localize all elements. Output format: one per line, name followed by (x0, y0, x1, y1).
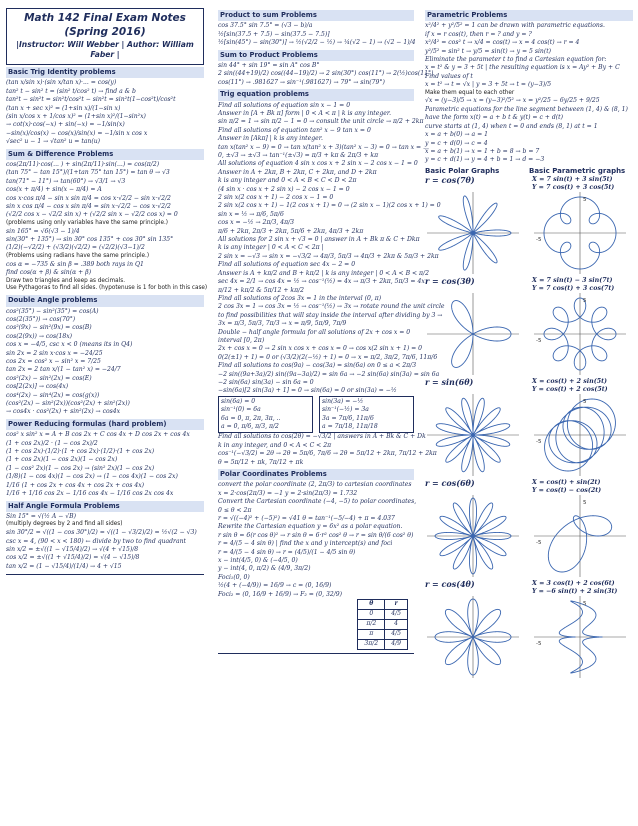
table-cell: π (358, 630, 385, 640)
formula-line: sin x cos π/4 − cos x sin π/4 = sin x·√2/2 − cos x·√2/2 (6, 202, 171, 210)
polar-graph-label: r = cos(4θ) (425, 579, 475, 590)
axis-tick-label: -5 (536, 237, 542, 244)
parametric-graph (534, 192, 626, 274)
formula-line: 2 sin x(2 cos x + 1) − 1(2 cos x + 1) = 0 → (2 sin x − 1)(2 cos x + 1) = 0 (218, 202, 441, 210)
solution-box-left (218, 396, 313, 434)
formula-line: sin(3a) = −½ (322, 397, 364, 405)
formula-line: cos x/2 = ±√((1 + √15/4)/2) = √(4 − √15)/8 (6, 554, 140, 562)
formula-line: Foci₂ = (0, 16/9 + 16/9) → F₂ = (0, 32/9) (218, 590, 343, 598)
parametric-graph (534, 394, 626, 476)
axis-tick-label: 5 (583, 399, 587, 406)
formula-line: (1 + cos 2x)(1 − cos 2x)(1 − cos 2x) (6, 456, 118, 464)
formula-line: r sin θ = 6(r cos θ)² → r sin θ = 6·r² cos² θ → r = sin θ/(6 cos² θ) (218, 531, 414, 539)
formula-line: ½[sin(37.5 + 7.5) − sin(37.5 − 7.5)] (218, 30, 330, 38)
formula-line: a = 0, π/6, π/3, π/2 (221, 423, 279, 430)
formula-line: 0, ±√3 → ±√3 → tan⁻¹(±√3) = π/3 + kπ & 2π/3 + kπ (218, 152, 379, 159)
formula-line: sin(30° + 135°) → sin 30° cos 135° + cos 30° sin 135° (6, 236, 174, 244)
formula-line: 3a = 7π/6, 11π/6 (322, 414, 374, 422)
parametric-graph (534, 293, 626, 375)
table-header: r (385, 600, 408, 610)
parametric-equation: X = 7 sin(t) + 3 sin(5t) (532, 176, 613, 184)
formula-line: sin 44° + sin 19° = sin A° cos B° (218, 61, 320, 69)
formula-line: cos⁻¹(−√3/2) = 2θ → 2θ = 5π/6, 7π/6 → 2θ = 5π/12 + 2kπ, 7π/12 + 2kπ (218, 450, 437, 458)
formula-line: 2 sin x(2 cos x + 1) − 2 cos x − 1 = 0 (218, 194, 334, 202)
polar-graph-cell (425, 378, 526, 479)
polar-graph-cell (425, 176, 526, 277)
parametric-equation: Y = cos(t) − cos(2t) (532, 486, 602, 494)
formula-line: sin 30°/2 = √((1 − cos 30°)/2) = √((1 − √3/2)/2) = ½√(2 − √3) (6, 529, 197, 537)
solution-box-right (319, 396, 414, 434)
formula-line: (sin x/cos x + 1/cos x)² = (1+sin x)²/(1−sin²x) (6, 112, 146, 120)
table-row (358, 640, 408, 650)
parametric-equation: X = 3 cos(t) + 2 cos(6t) (532, 580, 615, 588)
formula-line: → cot(x)·cos(−x) + sin(−x) = −1/sin(x) (6, 121, 125, 129)
formula-line: y = c + d(1) → y = 4 + b = 1 → d = −3 (425, 156, 545, 164)
formula-line: to find possibilities that will stay inside the interval after dividing by 3 → (218, 311, 443, 319)
formula-line: (tan x + sec x)² = (1+sin x)/(1−sin x) (6, 104, 121, 112)
formula-line: Eliminate the parameter t to find a Cartesian equation for: (425, 56, 607, 63)
formula-line: r = 4/(5 − 4 sin θ) | find the x and y intercept(s) and foci (218, 540, 393, 548)
section-lines (218, 61, 434, 87)
formula-line: 0(2(±1) + 1) = 0 or (√3/2)(2(−½) + 1) = 0 → x = π/2, 3π/2, 7π/6, 11π/6 (218, 353, 438, 361)
parametric-graph-cell (532, 479, 633, 580)
formula-line: Answer is A + kπ/2 and B + kπ/2 | k is any integer | 0 < A < B < π/2 (218, 269, 429, 277)
section-lines (425, 97, 633, 105)
formula-line: tan x/2 = (1 − √15/4)/(1/4) → 4 + √15 (6, 562, 122, 570)
formula-line: x = t² & y = 3 + 5t | the resulting equation is x = Ay² + By + C (425, 64, 620, 72)
column-2 (218, 8, 445, 820)
formula-line: −sin(x)/cos(x) − cos(x)/sin(x) = −1/sin x cos x (6, 129, 148, 137)
formula-line: 3x = π/3, 5π/3, 7π/3 → x = π/9, 5π/9, 7π/9 (218, 320, 347, 328)
polar-graph-label: r = sin(6θ) (425, 377, 474, 388)
section-heading: Half Angle Formula Problems (6, 501, 204, 512)
formula-line: x²/4² = cos² t → x/4 = cos(t) → x = 4 cos(t) → r = 4 (425, 39, 580, 47)
formula-line: Parametric equations for the line segment between (1, 4) & (8, 1) (425, 105, 628, 113)
formula-line: √x = (y−3)/5 → x = (y−3)²/5² → x = y²/25 − 6y/25 + 9/25 (425, 97, 600, 105)
formula-line: cos² x sin² x = A + B cos 2x + C cos 4x + D cos 2x + cos 4x (6, 431, 190, 439)
formula-line: cos x = −4/5, csc x < 0 (means its in Q4) (6, 341, 133, 349)
formula-line: csc x = 4, (90 < x < 180) ← divide by two to find quadrant (6, 537, 186, 545)
formula-line: Find all solutions to cos(9a) − cos(3a) = sin(6a) on 0 ≤ a < 2π/3 (218, 362, 417, 370)
parametric-equation: X = cos(t) + 2 sin(5t) (532, 378, 607, 386)
formula-line: −sin(6a)[2 sin(3a) + 1] = 0 → sin(6a) = 0 or sin(3a) = −½ (218, 387, 397, 395)
formula-line: tan(71° − 11°) → tan(60°) → √3/1 → √3 (6, 177, 126, 185)
parametric-equation: Y = cos(t) + 2 cos(5t) (532, 385, 608, 393)
formula-line: r = √((−4)² + (−5)²) = √41 θ = tan⁻¹(−5/−4) + π = 4.037 (218, 515, 395, 523)
section-lines (218, 22, 414, 47)
formula-line: Answer in [A + Bk π] form | 0 < A < π | k is any integer. (218, 109, 392, 117)
section-lines (218, 328, 440, 396)
axis-tick-label: -5 (536, 338, 542, 345)
formula-line: 1/16 + 1/16 cos 2x − 1/16 cos 4x − 1/16 cos 2x cos 4x (6, 490, 174, 498)
formula-line: → cos4x · cos²(2x) + sin²(2x) → cos4x (6, 408, 121, 416)
formula-line: sin x/2 = ±√((1 − √15/4)/2) → √(4 + √15)/8 (6, 545, 139, 553)
axis-tick-label: 5 (583, 197, 587, 204)
formula-line: Find all solutions to cos(2θ) = −√3/2 | answers in A + Bk & C + Dk (218, 433, 426, 441)
formula-line: x = 2·cos(2π/3) = −1 y = 2·sin(2π/3) = 1.732 (218, 489, 358, 497)
divider (218, 653, 414, 654)
formula-line: (√2/2 cos x − √2/2 sin x) + (√2/2 sin x − √2/2 cos x) = 0 (6, 211, 178, 219)
polar-graph-label: r = cos(6θ) (425, 478, 475, 489)
formula-line: sec 4x = 2/1 → cos 4x = ½ → cos⁻¹(½) = 4x → π/3 + 2kπ, 5π/3 = 4x (218, 278, 425, 286)
formula-line: cos(2π/11)·cos(... ) + sin(2π/11)·sin(...) = cos(π/2) (6, 160, 160, 168)
formula-line: (1/8)(1 − cos 4x)(1 − cos 2x) → (1 − cos 4x)(1 − cos 2x) (6, 473, 178, 481)
parametric-equation: X = 7 sin(t) − 3 sin(7t) (532, 277, 613, 285)
parametric-equation: Y = 7 cos(t) + 3 cos(7t) (532, 284, 615, 292)
formula-line: √sec² u − 1 → √tan² u = tan(u) (6, 138, 101, 146)
section-lines (425, 106, 633, 165)
table-cell: 4/5 (385, 610, 408, 620)
formula-line: 2 sin((44+19)/2) cos((44−19)/2) → 2 sin(30°) cos(11°) → 2(½)cos(11°) (218, 70, 434, 78)
formula-line: (1 + cos 2x)·(1/2)·(1 + cos 2x)·(1/2)·(1 + cos 2x) (6, 448, 155, 456)
formula-line: (tan x/sin x)·(sin x/tan x)·... = cos(y) (6, 79, 117, 87)
polar-graph (427, 394, 519, 476)
formula-line: k in any integer, and 0 < A < C < 2π (218, 441, 332, 449)
section-lines (218, 160, 441, 261)
formula-line: cos x·cos π/4 − sin x sin π/4 = cos x·√2/2 − sin x·√2/2 (6, 194, 171, 202)
axis-tick-label: -5 (536, 641, 542, 648)
column-1 (6, 8, 208, 820)
formula-line: cos(2(35°)) → cos(70°) (6, 316, 76, 323)
formula-line: All solutions of equation 4 sin x cos x + 2 sin x − 2 cos x − 1 = 0 (218, 160, 418, 168)
formula-line: cos²(9x) − sin²(9x) = cos(B) (6, 324, 92, 332)
section-lines (218, 101, 429, 161)
note: (multiply degrees by 2 and find all sides) (6, 521, 123, 528)
formula-line: y − int(4, 0, π/2) & (4/9, 3π/2) (218, 565, 311, 573)
formula-line: sin 2x = 2 sin x·cos x = −24/25 (6, 349, 103, 357)
section-heading: Sum & Difference Problems (6, 149, 204, 160)
table-cell: 0 (358, 610, 385, 620)
formula-line: (1/2)(−√2/2) + (√3/2)(√2/2) = (√2/2)(√3−1)/2 (6, 244, 145, 252)
section-lines (6, 513, 204, 521)
note: Make them equal to each other (425, 89, 515, 96)
table-header: θ (358, 600, 385, 610)
formula-line: Answer in A + 2kπ, B + 2kπ, C + 2kπ, and D + 2kπ (218, 168, 377, 176)
formula-line: x = a + b(0) → a = 1 (425, 131, 489, 139)
formula-line: (1 + cos 2x)/2 · (1 − cos 2x)/2 (6, 439, 98, 447)
table-cell: 4/9 (385, 640, 408, 650)
section-heading: Sum to Product Problems (218, 50, 414, 61)
polar-graph-label: r = cos(7θ) (425, 175, 475, 186)
formula-line: cos α = −735 & sin β = .389 both rays in Q1 (6, 260, 144, 268)
table-cell: π/2 (358, 620, 385, 630)
parametric-graph-cell (532, 378, 633, 479)
formula-line: cos x = −½ → 2π/3, 4π/3 (218, 219, 295, 227)
formula-line: sin⁻¹(−½) = 3a (322, 406, 369, 414)
formula-line: −2 sin((9a+3a)/2) sin((9a−3a)/2) = sin 6a → −2 sin(6a) sin(3a) = sin 6a (218, 370, 440, 378)
note: (Problems using radians have the same principle.) (6, 252, 150, 259)
page-subtitle: |Instructor: Will Webber | Author: William Faber | (16, 39, 194, 60)
parametric-graphs-heading: Basic Parametric graphs (529, 166, 626, 175)
polar-graph-cell (425, 479, 526, 580)
formula-line: have the form x(t) = a + b t & y(t) = c + d(t) (425, 114, 563, 122)
formula-line: cos(11°) → .981627 → sin⁻¹(.981627) → 79° → sin(79°) (218, 78, 385, 86)
formula-line: Find all solutions of equation sec 4x − 2 = 0 (218, 261, 356, 269)
table-cell: 3π/2 (358, 640, 385, 650)
polar-graph (427, 596, 519, 678)
axis-tick-label: -5 (536, 439, 542, 446)
section-lines (218, 261, 445, 328)
polar-graph-cell (425, 277, 526, 378)
formula-line: Sin 15° = √(½ A − √B) (6, 512, 76, 520)
polar-values-table (357, 599, 408, 650)
formula-line: 6a = 0, π, 2π, 3π, .. (221, 414, 281, 422)
formula-line: cos⁴(2x) − sin⁴(2x) = cos(g(x)) (6, 391, 100, 399)
section-lines (6, 79, 204, 146)
section-heading: Power Reducing formulas (hard problem) (6, 419, 204, 430)
formula-line: 2 sin x = −√3 → sin x = −√3/2 → 4π/3, 5π/3 → 4π/3 + 2kπ & 5π/3 + 2kπ (218, 252, 439, 260)
parametric-equation: Y = 7 cos(t) + 3 cos(5t) (532, 183, 615, 191)
formula-line: sin(6a) = 0 (221, 397, 256, 405)
section-lines (6, 161, 204, 220)
parametric-graph-cell (532, 277, 633, 378)
note: Draw two triangles and keep as decimals. (6, 277, 125, 284)
formula-line: sin x = ½ → π/6, 5π/6 (218, 210, 284, 218)
formula-line: Find all solutions of equation sin x − 1 = 0 (218, 101, 351, 109)
column-3 (425, 8, 633, 820)
formula-line: Rewrite the Cartesian equation y = 6x² as a polar equation. (218, 523, 403, 531)
section-heading: Parametric Problems (425, 10, 633, 21)
formula-line: Foci₁(0, 0) (218, 573, 250, 581)
formula-line: if x = r cos(t), then r = ? and y = ? (425, 30, 532, 38)
page-title: Math 142 Final Exam Notes (Spring 2016) (24, 12, 186, 39)
section-lines (6, 308, 204, 417)
section-lines (6, 228, 204, 253)
formula-line: a = 7π/18, 11π/18 (322, 423, 378, 430)
graphs-grid (425, 176, 633, 681)
axis-tick-label: 5 (583, 601, 587, 608)
formula-line: x − int(4/5, 0) & (−4/5, 0) (218, 557, 298, 565)
formula-line: (1 − cos² 2x)(1 − cos 2x) → (sin² 2x)(1 − cos 2x) (6, 464, 155, 472)
polar-graph (427, 495, 519, 577)
section-heading: Polar Coordinates Problems (218, 469, 414, 480)
section-lines (6, 529, 204, 571)
note: Use Pythagoras to find all sides. (hypotenuse is 1 for both in this case) (6, 285, 208, 292)
formula-line: curve starts at (1, 4) when t = 0 and ends (8, 1) at t = 1 (425, 122, 598, 130)
formula-line: π/6 + 2kπ, 2π/3 + 2kπ, 5π/6 + 2kπ, 4π/3 + 2kπ (218, 227, 364, 235)
section-heading: Product to sum Problems (218, 10, 414, 21)
formula-line: 0 ≤ θ < 2π (218, 506, 252, 514)
formula-line: Convert the Cartesian coordinate (−4, −5) to polar coordinates, (218, 498, 417, 506)
table-row (358, 630, 408, 640)
solution-boxes (218, 396, 414, 434)
formula-line: (tan 75° − tan 15°)/(1+tan 75° tan 15°) = tan θ → √3 (6, 169, 170, 177)
formula-line: Find values of t (425, 72, 473, 80)
parametric-graph-cell (532, 176, 633, 277)
formula-line: find cos(α + β) & sin(α + β) (6, 269, 92, 277)
formula-line: −2 sin(6a) sin(3a) − sin 6a = 0 (218, 378, 314, 386)
formula-line: cos 2x = cos² x − sin² x = 7/25 (6, 358, 101, 366)
polar-graph (427, 293, 519, 375)
formula-line: 1/16 (1 + cos 2x + cos 4x + cos 2x + cos 4x) (6, 481, 145, 489)
formula-line: tan 2x = 2 tan x/(1 − tan² x) = −24/7 (6, 366, 121, 374)
formula-line: x = a + b(1) → x = 1 + b = 8 → b = 7 (425, 147, 540, 155)
formula-line: x²/4² + y²/5² = 1 can be drawn with parametric equations. (425, 22, 605, 30)
formula-line: 2x + cos x = 0 → 2 sin x cos x + cos x = 0 → cos x(2 sin x + 1) = 0 (218, 345, 423, 353)
formula-line: cos 37.5° sin 7.5° = (√3 − b)/a (218, 22, 313, 30)
parametric-equation: Y = −6 sin(t) + 2 sin(3t) (532, 587, 618, 595)
formula-line: sin π/2 = 1 → sin π/2 − 1 = 0 → consult the unit circle → π/2 + 2kπ (218, 118, 424, 126)
note: (problems using only variables have the same principle.) (6, 219, 169, 226)
section-heading: Basic Trig Identity problems (6, 67, 204, 78)
formula-line: Double − half angle formula for all solutions of 2x + cos x = 0 (218, 328, 411, 336)
formula-line: π/12 + kπ/2 & 5π/12 + kπ/2 (218, 286, 305, 294)
section-heading: Double Angle problems (6, 295, 204, 306)
formula-line: interval [0, 2π) (218, 336, 265, 344)
formula-line: cos(2(9x)) → cos(18x) (6, 332, 73, 340)
divider (6, 574, 204, 575)
parametric-graph-cell (532, 580, 633, 681)
formula-line: sin 165° = √6(√3 − 1)/4 (6, 227, 80, 235)
formula-line: Find all solutions of 2cos 3x = 1 in the interval (0, π) (218, 294, 382, 302)
table-cell: 4/5 (385, 630, 408, 640)
table-row (358, 610, 408, 620)
axis-tick-label: 5 (583, 298, 587, 305)
formula-line: All solutions for 2 sin x + √3 = 0 | answer in A + Bk π & C + Dkπ (218, 236, 420, 244)
formula-line: tan²t − sin²t = sin²t/cos²t − sin²t = sin²t(1−cos²t)/cos²t (6, 96, 176, 104)
formula-line: sin⁻¹(0) = 6a (221, 406, 261, 414)
formula-line: 2 cos 3x = 1 → cos 3x = ½ → cos⁻¹(½) → 3x → rotate round the unit circle (218, 303, 445, 311)
formula-line: convert the polar coordinate (2, 2π/3) to cartesian coordinates (218, 481, 412, 489)
formula-line: tan² t − sin² t = (sin² t/cos² t) → find a & b (6, 87, 136, 95)
formula-line: cos²(2x) − sin²(2x) = cos(E) (6, 374, 92, 382)
formula-line: r = 4/(5 − 4 sin θ) → r = (4/5)/(1 − 4/5 sin θ) (218, 548, 356, 556)
formula-line: ½[sin(45°) − sin(30°)] → ½(√2/2 − ½) → ¼(√2 − 1) → (√2 − 1)/4 (218, 39, 416, 47)
formula-line: cos[2(2x)] → cos(4x) (6, 383, 69, 391)
section-lines (425, 22, 633, 56)
formula-line: θ = 5π/12 + πk, 7π/12 + πk (218, 458, 304, 466)
table-row (358, 620, 408, 630)
table-cell: 4 (385, 620, 408, 630)
formula-line: tan x(tan² x − 9) = 0 → tan x(tan² x + 3)(tan² x − 3) = 0 → tan x = ... (218, 143, 429, 151)
parametric-equation: X = cos(t) + sin(2t) (532, 479, 601, 487)
formula-line: cos²(35°) − sin²(35°) = cos(A) (6, 307, 99, 315)
polar-graph (427, 192, 519, 274)
parametric-graph (534, 495, 626, 577)
formula-line: x = t² → t = √x | y = 3 + 5t → t = (y−3)/5 (425, 81, 552, 89)
section-lines (218, 433, 437, 467)
section-lines (6, 261, 204, 278)
parametric-graph (534, 596, 626, 678)
polar-graph-cell (425, 580, 526, 681)
formula-line: k is any integer and 0 < A < B < C < D < 2π (218, 177, 357, 185)
formula-line: (4 sin x · cos x + 2 sin x) − 2 cos x − 1 = 0 (218, 185, 350, 193)
formula-line: (cos²(2x) − sin²(2x))(cos²(2x) + sin²(2x)) (6, 400, 130, 408)
formula-line: ½(4 + (−4/9)) = 16/9 → c = (0, 16/9) (218, 582, 332, 590)
polar-graphs-heading: Basic Polar Graphs (425, 166, 500, 175)
section-lines (425, 56, 633, 90)
polar-graph-label: r = cos(3θ) (425, 276, 475, 287)
section-heading: Trig equation problems (218, 89, 414, 100)
title-box (6, 8, 204, 65)
section-lines (6, 431, 204, 498)
formula-line: k is any integer | 0 < A < C < 2π | (218, 244, 324, 252)
formula-line: Find all solutions of equation tan² x − 9 tan x = 0 (218, 126, 371, 134)
formula-line: y²/5² = sin² t → y/5 = sin(t) → y = 5 sin(t) (425, 47, 552, 55)
axis-tick-label: -5 (536, 540, 542, 547)
formula-line: y = c + d(0) → c = 4 (425, 139, 488, 147)
section-lines (218, 481, 417, 599)
formula-line: Answer in [Akπ] | k is any integer. (218, 135, 323, 143)
axis-tick-label: 5 (583, 500, 587, 507)
formula-line: cos(x + π/4) + sin(x − π/4) = A (6, 186, 102, 194)
